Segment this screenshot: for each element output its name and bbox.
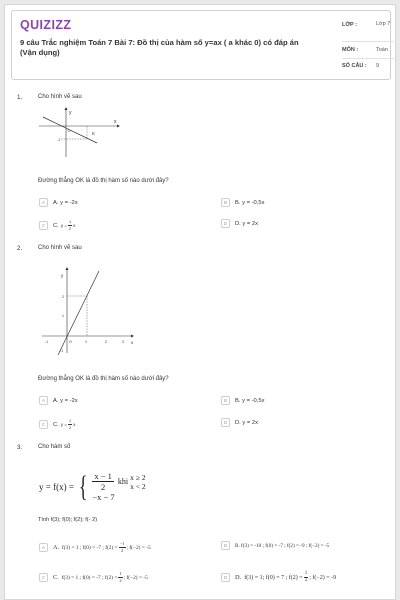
subject-value: Toán: [376, 47, 388, 53]
piecewise-function: [39, 471, 146, 502]
worksheet-header: [11, 10, 391, 80]
origin-label: O: [67, 128, 71, 133]
tick-label: -1: [57, 138, 61, 142]
option-prefix: A.: [53, 544, 60, 551]
point-k-label: K: [92, 131, 96, 136]
option-letter-badge: B: [221, 396, 230, 405]
worksheet-title: 9 câu Trắc nghiệm Toán 7 Bài 7: Đồ thị của hàm số y=ax ( a khác 0) có đáp án (Vận dụng): [20, 38, 299, 57]
option-text: f(3) = 1; f(0) = 7 ; f(2) =: [244, 574, 303, 581]
fraction-numerator: 1: [68, 220, 72, 224]
question-1-prompt: Cho hình vẽ sau: [38, 94, 82, 100]
question-1-option-b[interactable]: [221, 198, 264, 207]
x-label: x: [131, 340, 134, 345]
fraction-numerator: 1: [304, 571, 308, 576]
case-2: −x − 7: [92, 492, 115, 502]
left-brace: {: [78, 469, 88, 503]
fraction-denominator: 2: [100, 482, 106, 492]
option-var: x: [73, 223, 76, 228]
meta-divider: [342, 41, 394, 42]
question-1-number: 1.: [17, 94, 23, 101]
y-tick-label: 1: [62, 314, 64, 318]
y-axis-arrow: [66, 267, 69, 270]
fraction-denominator: 2: [304, 578, 308, 583]
function-cases: [92, 471, 145, 502]
worksheet-page: [4, 4, 396, 600]
question-count-value: 9: [376, 63, 380, 69]
question-3-ask: Tính f(3); f(0); f(2); f(- 2): [38, 517, 98, 523]
option-text: f(3) = 1 ; f(0) = -7 ; f(2) =: [61, 574, 118, 581]
question-1-option-d[interactable]: [221, 219, 258, 228]
class-value: Lớp 7: [376, 21, 391, 27]
question-1-option-c[interactable]: [39, 219, 75, 232]
question-1-option-a[interactable]: [39, 198, 78, 207]
question-3-option-c[interactable]: [39, 571, 148, 584]
condition-1: x ≥ 2: [130, 472, 146, 482]
y-label: y: [61, 273, 64, 278]
option-text: B. y = -0,5x: [235, 397, 265, 404]
case-1: [92, 471, 145, 492]
line-ok: [58, 271, 99, 355]
question-3-number: 3.: [17, 444, 23, 451]
option-text-end: ; f(−2) = -9: [309, 574, 337, 581]
origin-label: O: [69, 340, 72, 344]
option-text: D. y = 2x: [235, 220, 259, 227]
option-lhs: y =: [60, 422, 67, 427]
option-text: f(3) = 1 ; f(0) = -7 ; f(2) =: [62, 544, 118, 551]
x-tick-label: -1: [45, 340, 49, 344]
option-text: B. f(3) = -10 ; f(0) = -7 ; f(2) = -9 ; f(−2) = -5: [235, 542, 330, 549]
x-tick-label: 3: [122, 340, 124, 344]
option-letter-badge: D: [221, 219, 230, 228]
fraction: [68, 219, 72, 232]
fraction: [119, 541, 126, 554]
fraction: [118, 571, 122, 584]
option-prefix: D.: [235, 574, 242, 581]
function-lhs: y = f(x) =: [39, 481, 74, 492]
fraction-numerator: 1: [119, 571, 122, 576]
option-letter-badge: A: [39, 396, 48, 405]
option-var: x: [73, 422, 76, 427]
option-letter-badge: A: [39, 543, 48, 552]
fraction: [304, 571, 309, 584]
condition-2: x < 2: [130, 481, 146, 491]
y-label: y: [69, 110, 72, 116]
question-3-prompt: Cho hàm số: [38, 444, 71, 450]
option-prefix: C.: [53, 421, 59, 428]
meta-divider: [342, 58, 394, 59]
x-tick-label: 2: [105, 340, 107, 344]
question-2-graph: [39, 261, 143, 359]
option-text: D. y = 2x: [235, 419, 259, 426]
question-2-option-d[interactable]: [221, 418, 258, 427]
option-letter-badge: D: [221, 418, 230, 427]
fraction-denominator: 2: [119, 578, 122, 583]
option-prefix: C.: [53, 574, 59, 581]
case-1-fraction: [92, 471, 114, 492]
option-lhs: y =: [60, 223, 67, 228]
x-tick-label: 1: [85, 340, 87, 344]
option-text-end: ; f(−2) = -5: [126, 544, 151, 551]
fraction-denominator: 2: [120, 548, 124, 553]
fraction-numerator: 1: [68, 419, 72, 423]
option-prefix: C.: [53, 222, 59, 229]
quizizz-logo: QUIZIZZ: [20, 18, 72, 32]
fraction-numerator: x − 1: [94, 471, 112, 481]
question-3-option-d[interactable]: [221, 571, 336, 584]
question-3-option-a[interactable]: [39, 541, 151, 554]
option-letter-badge: C: [39, 221, 48, 230]
option-letter-badge: B: [221, 541, 230, 550]
question-1-graph: [37, 105, 123, 161]
option-letter-badge: A: [39, 198, 48, 207]
option-text-end: ; f(−2) = -5: [123, 574, 148, 581]
fraction-denominator: 2: [68, 227, 72, 231]
fraction-numerator: −1: [119, 541, 125, 546]
question-2-option-c[interactable]: [39, 418, 75, 431]
question-3-option-b[interactable]: [221, 541, 329, 550]
y-axis-arrow: [65, 107, 68, 110]
option-text: A. y = -2x: [53, 199, 78, 206]
x-axis-arrow: [117, 125, 120, 128]
khi-word: khi: [117, 477, 129, 486]
question-2-number: 2.: [17, 245, 23, 252]
option-text: B. y = -0,5x: [235, 199, 265, 206]
y-tick-label: -1: [60, 349, 64, 353]
y-tick-label: 2: [62, 295, 64, 299]
question-2-text: Đường thẳng OK là đồ thị hàm số nào dưới đây?: [38, 376, 169, 382]
question-2-option-b[interactable]: [221, 396, 264, 405]
option-letter-badge: C: [39, 420, 48, 429]
question-2-prompt: Cho hình vẽ sau: [38, 245, 82, 251]
question-2-option-a[interactable]: [39, 396, 78, 405]
x-axis-arrow: [131, 335, 134, 338]
class-label: LỚP :: [342, 22, 357, 28]
conditions: [130, 473, 145, 491]
question-count-label: SỐ CÂU :: [342, 63, 367, 69]
option-text: A. y = -2x: [53, 397, 78, 404]
option-letter-badge: C: [39, 573, 48, 582]
subject-label: MÔN :: [342, 47, 359, 53]
option-letter-badge: B: [221, 198, 230, 207]
fraction: [68, 418, 72, 431]
option-letter-badge: D: [221, 573, 230, 582]
x-label: x: [114, 119, 117, 125]
fraction-denominator: 2: [68, 426, 72, 430]
question-1-text: Đường thẳng OK là đồ thị hàm số nào dưới đây?: [38, 178, 169, 184]
